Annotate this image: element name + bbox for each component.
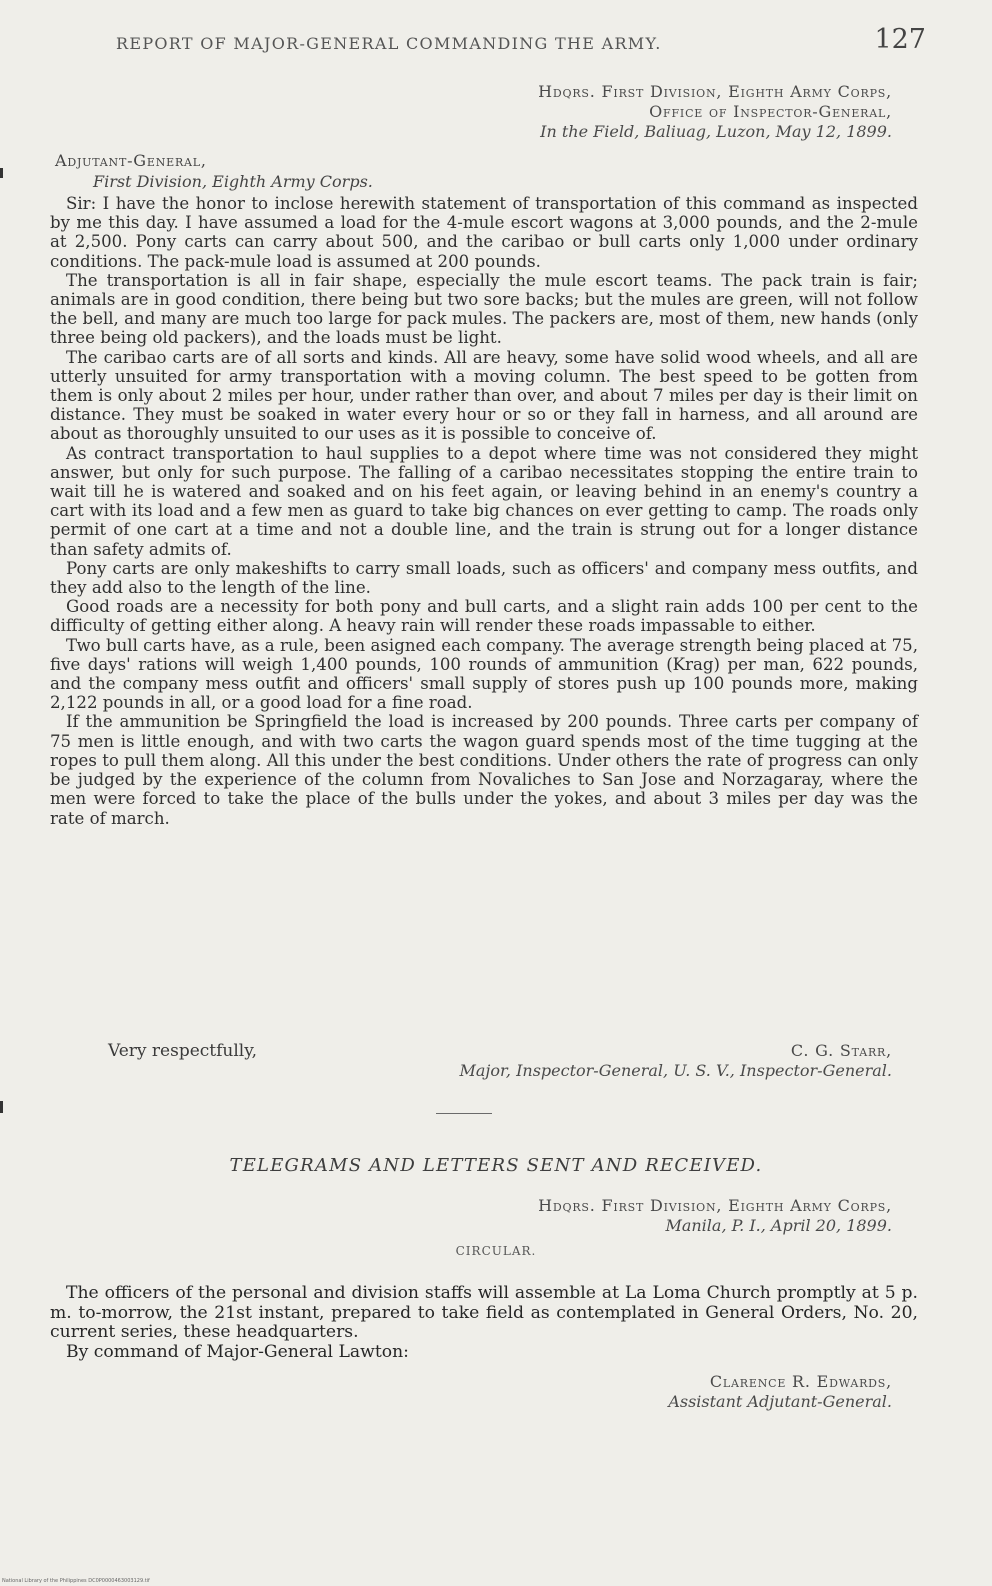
scan-edge-mark xyxy=(0,168,3,178)
page-number: 127 xyxy=(874,24,926,55)
letter1-closing: Very respectfully, xyxy=(108,1041,257,1061)
section-title: TELEGRAMS AND LETTERS SENT AND RECEIVED. xyxy=(229,1155,763,1176)
letter2-body xyxy=(50,1284,918,1362)
letter2-heading-line2: Manila, P. I., April 20, 1899. xyxy=(665,1216,892,1235)
letter2-heading xyxy=(538,1196,892,1236)
body-paragraph: The caribao carts are of all sorts and kinds. All are heavy, some have solid wood wheels, and all are utterly unsuited for army transportation with a moving column. The best speed to be gotten from them is only about 2 miles per hour, under rather than over, and about 7 miles per day is their limit on distance. They must be soaked in water every hour or so or they fall in harness, and all around are about as thoroughly unsuited to our uses as it is possible to conceive of. xyxy=(50,347,918,444)
body-paragraph: As contract transportation to haul supplies to a depot where time was not considered they might answer, but only for such purpose. The falling of a caribao necessitates stopping the entire train to wait till he is watered and soaked and on his feet again, or leaving behind in an enemy's country a cart with its load and a few men as guard to take big chances on ever getting to camp. The roads only permit of one cart at a time and not a double line, and the train is strung out for a longer distance than safety admits of. xyxy=(50,443,918,559)
body-paragraph: Two bull carts have, as a rule, been asigned each company. The average strength being placed at 75, five days' rations will weigh 1,400 pounds, 100 rounds of ammunition (Krag) per man, 622 pounds, and the company mess outfit and officers' small supply of stores push up 100 pounds more, making 2,122 pounds in all, or a good load for a fine road. xyxy=(50,635,918,713)
letter1-heading-line3: In the Field, Baliuag, Luzon, May 12, 1899. xyxy=(540,122,892,141)
body-paragraph: If the ammunition be Springfield the load is increased by 200 pounds. Three carts per company of 75 men is little enough, and with two carts the wagon guard spends most of the time tugging at the ropes to pull them along. All this under the best conditions. Under others the rate of progress can only be judged by the experience of the column from Novaliches to San Jose and Norzagaray, where the men were forced to take the place of the bulls under the yokes, and about 3 miles per day was the rate of march. xyxy=(50,712,918,828)
signer-name: C. G. Starr, xyxy=(790,1041,892,1060)
letter1-heading-line2: Office of Inspector-General, xyxy=(649,102,892,121)
letter1-body xyxy=(50,194,918,828)
letter2-signer-name: Clarence R. Edwards, xyxy=(709,1372,892,1391)
signer-title: Major, Inspector-General, U. S. V., Inspector-General. xyxy=(459,1061,892,1080)
letter1-heading xyxy=(538,82,892,142)
circular-paragraph: The officers of the personal and division staffs will assemble at La Loma Church promptly at 5 p. m. to-morrow, the 21st instant, prepared to take field as contemplated in General Orders, No. 20, current series, these headquarters. xyxy=(50,1283,918,1342)
body-paragraph: The transportation is all in fair shape, especially the mule escort teams. The pack train is fair; animals are in good condition, there being but two sore backs; but the mules are green, will not follow the bell, and many are much too large for pack mules. The packers are, most of them, new hands (only three being old packers), and the loads must be light. xyxy=(50,270,918,348)
by-command-line: By command of Major-General Lawton: xyxy=(66,1341,409,1362)
letter1-heading-line1: Hdqrs. First Division, Eighth Army Corps, xyxy=(538,82,892,101)
letter2-signer-title: Assistant Adjutant-General. xyxy=(668,1392,892,1411)
letter2-signature xyxy=(668,1372,892,1412)
footer-note: National Library of the Philippines DC0P0000463003129.tif xyxy=(2,1578,150,1584)
body-paragraph: Sir: I have the honor to inclose herewith statement of transportation of this command as inspected by me this day. I have assumed a load for the 4-mule escort wagons at 3,000 pounds, and the 2-mule at 2,500. Pony carts can carry about 500, and the caribao or bull carts only 1,000 under ordinary conditions. The pack-mule load is assumed at 200 pounds. xyxy=(50,194,918,271)
letter1-signature xyxy=(459,1041,892,1081)
circular-label: CIRCULAR. xyxy=(455,1244,537,1258)
scan-edge-mark xyxy=(0,1101,3,1113)
letter1-addressee xyxy=(55,150,373,192)
running-head: REPORT OF MAJOR-GENERAL COMMANDING THE ARMY. xyxy=(116,34,662,53)
addressee-line1: Adjutant-General, xyxy=(55,151,207,170)
addressee-line2: First Division, Eighth Army Corps. xyxy=(93,172,373,191)
body-paragraph: Pony carts are only makeshifts to carry small loads, such as officers' and company mess outfits, and they add also to the length of the line. xyxy=(50,558,918,598)
section-divider xyxy=(436,1113,492,1114)
page-header xyxy=(116,22,926,62)
body-paragraph: Good roads are a necessity for both pony and bull carts, and a slight rain adds 100 per cent to the difficulty of getting either along. A heavy rain will render these roads impassable to either. xyxy=(50,597,918,636)
letter2-heading-line1: Hdqrs. First Division, Eighth Army Corps, xyxy=(538,1196,892,1215)
